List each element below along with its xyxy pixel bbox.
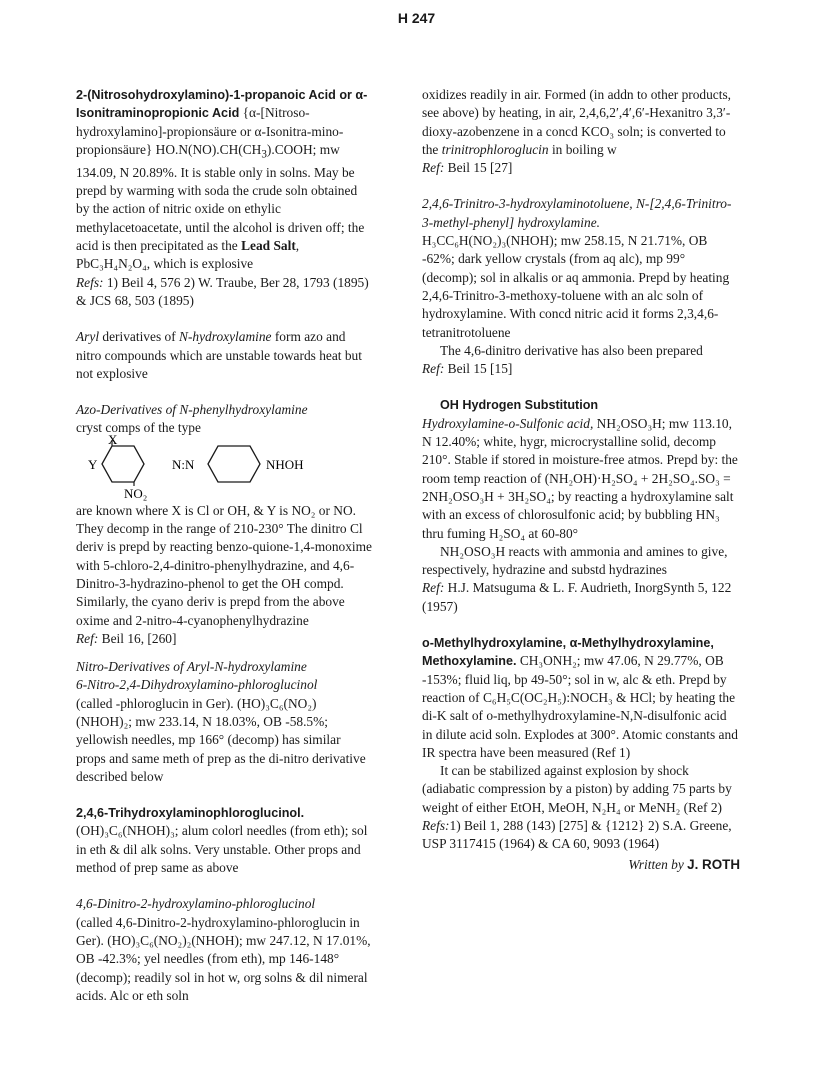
oh-sub-title: OH Hydrogen Substitution (440, 398, 599, 413)
struct-x-label: X (108, 431, 118, 447)
ref-text: H.J. Matsuguma & L. F. Audrieth, InorgSynth 5, 122 (1957) (422, 580, 732, 614)
benzene-ring-left (102, 446, 144, 482)
lead-salt-label: Lead Salt (241, 238, 296, 254)
oh-sub-ref (422, 579, 740, 616)
struct-nhoh-label: NHOH (266, 456, 304, 472)
methyl-title: o-Methylhydroxylamine, α-Methylhydroxylamine, Methoxylamine. (422, 636, 714, 669)
aryl-word: Aryl (76, 329, 100, 345)
nitro-body: (called -phloroglucin in Ger). (HO)₃C₆(NO₂)(NHOH)₂; mw 233.14, N 18.03%, OB -58.5%; yellowish needles, mp 166° (decomp) has similar props and same meth of prep as the di-nitro derivative described below (76, 695, 366, 784)
entry-title-alt: α-Isonitraminopropionic Acid (76, 88, 368, 121)
ref-label: Ref: (422, 361, 445, 377)
tnt-deriv-body: H₃CC₆H(NO₂)₃(NHOH); mw 258.15, N 21.71%, OB -62%; dark yellow crystals (from aq alc), mp 99° (decomp); sol in alkalis or aq ammonia. Prepd by heating 2,4,6-Trinitro-3-methoxy-toluene with an alc soln of hydroxylamine. With concd nitric acid it forms 2,3,4,6-tetranitrotoluene (422, 233, 730, 340)
oh-sub-text: NH₂OSO₃H; mw 113.10, N 12.40%; white, hygr, microcrystalline solid, decomp 210°. Stable if stored in moisture-free atmos. Prepd by: the room temp reaction of (NH₂OH)·H₂SO₄ + 2H₂SO₄.SO₃ = 2NH₂OSO₃H + 3H₂SO₄; by reacting a hydroxylamine salt with an excess of chlorosulfonic acid; by bubbling HN₃ thru fuming H₂SO₄ at 60-80° (422, 415, 738, 541)
tnt-deriv-title: 2,4,6-Trinitro-3-hydroxylaminotoluene, N-[2,4,6-Trinitro-3-methyl-phenyl] hydroxylamine. (422, 196, 732, 230)
ref-text: Beil 15 [15] (444, 361, 513, 377)
refs-label: Refs: (422, 817, 450, 833)
trihydroxy-title: 2,4,6-Trihydroxylaminophloroglucinol. (76, 806, 305, 821)
subscript: 3 (261, 148, 267, 161)
entry-body: ).COOH; mw 134.09, N 20.89%. It is stable only in solns. May be prepd by warming with soda the crude soln obtained by the action of nitric oxide on ethylic methylacetoacetate, until the alcohol is driven off; the acid is then precipitated as the (76, 141, 365, 254)
methyl-body2: It can be stabilized against explosion by shock (adiabatic compression by a piston) by adding 75 parts by weight of either EtOH, MeOH, N₂H₄ or MeNH₂ (Ref 2) (422, 763, 732, 815)
nitro-title: Nitro-Derivatives of Aryl-N-hydroxylamine (76, 659, 307, 675)
benzene-ring-right (208, 446, 260, 482)
struct-no2-label: NO₂ (124, 485, 148, 501)
oh-sub-body2: NH₂OSO₃H reacts with ammonia and amines to give, respectively, hydrazine and substd hydrazines (422, 543, 728, 578)
entry-body: {α-[Nitroso-hydroxylamino]-propionsäure or α-Isonitra-mino-propionsäure} HO.N(NO).CH(CH (76, 105, 344, 157)
ref-text: Beil 15 [27] (444, 160, 513, 176)
oh-sub-body (422, 415, 740, 543)
ref-label: Ref: (76, 630, 99, 646)
aryl-text: form azo and nitro compounds which are unstable towards heat but not explosive (76, 329, 362, 381)
azo-structure-svg (76, 431, 372, 501)
cont-ref (422, 159, 740, 177)
author-signature (422, 856, 740, 874)
right-column (422, 86, 740, 874)
trihydroxy-body: (OH)₃C₆(NHOH)₃; alum colorl needles (from eth); sol in eth & dil alk solns. Very unstable. Other props and method of prep same as above (76, 823, 368, 876)
refs-text: 1) Beil 4, 576 2) W. Traube, Ber 28, 1793 (1895) & JCS 68, 503 (1895) (76, 274, 369, 308)
tnt-deriv-body2: The 4,6-dinitro derivative has also been prepared (440, 342, 703, 358)
cont-body: in boiling w (548, 141, 617, 157)
aryl-nhx: N-hydroxylamine (179, 329, 272, 345)
azo-subtitle: cryst comps of the type (76, 420, 201, 436)
left-column (76, 86, 372, 1005)
struct-y-label: Y (88, 456, 98, 472)
azo-title: Azo-Derivatives of N-phenylhydroxylamine (76, 402, 308, 418)
azo-body: are known where X is Cl or OH, & Y is NO₂ or NO. They decomp in the range of 210-230° The dinitro Cl deriv is prepd by reacting benzo-quione-1,4-monoxime with 5-chloro-2,4-dinitro-phenylhydrazine, and 4,6-Dinitro-3-hydrazino-phenol to get the OH compd. Similarly, the cyano deriv is prepd from the above oxime and 2-nitro-4-cyanophenylhydrazine (76, 502, 372, 628)
tnt-deriv-ref (422, 360, 740, 378)
entry-title-or: or (335, 88, 356, 102)
author-name: J. ROTH (687, 856, 740, 872)
ref-text: Beil 16, [260] (98, 630, 177, 646)
entry-title: 2-(Nitrosohydroxylamino)-1-propanoic Acid (76, 88, 336, 102)
azo-ref (76, 630, 372, 648)
entry-body: , PbC₃H₄N₂O₄, which is explosive (76, 238, 300, 272)
continued-text (422, 86, 740, 159)
methyl-body: CH₃ONH₂; mw 47.06, N 29.77%, OB -153%; fluid liq, bp 49-50°; sol in w, alc & eth. Prepd by reaction of C₆H₅C(OC₂H₅):NOCH₃ & HCl; by heating the di-K salt of o-methylhydroxylamine-N,N-disulfonic acid in dilute acid soln. Explodes at 300°. Atomic constants and IR spectra have been measured (Ref 1) (422, 653, 738, 760)
azo-structure-diagram (76, 431, 372, 501)
entry-nitroso-propanoic-acid (76, 86, 372, 310)
nitro-subtitle: 6-Nitro-2,4-Dihydroxylamino-phloroglucinol (76, 677, 318, 693)
struct-nn-label: N:N (172, 456, 195, 472)
cont-italic: trinitrophloroglucin (441, 141, 549, 157)
dinitro-title: 4,6-Dinitro-2-hydroxylamino-phloroglucinol (76, 896, 316, 912)
aryl-intro (76, 328, 372, 383)
ref-label: Ref: (422, 160, 445, 176)
refs-text: 1) Beil 1, 288 (143) [275] & {1212} 2) S.A. Greene, USP 3117415 (1964) & CA 60, 9093 (1964) (422, 817, 732, 852)
refs-label: Refs: (76, 274, 104, 290)
aryl-text: derivatives of (99, 329, 180, 345)
methyl-entry (422, 634, 740, 762)
ref-label: Ref: (422, 580, 445, 596)
dinitro-body: (called 4,6-Dinitro-2-hydroxylamino-phloroglucin in Ger). (HO)₃C₆(NO₂)₂(NHOH); mw 247.12, N 17.01%, OB -42.3%; yel needles (from eth), mp 146-148° (decomp); readily sol in hot w, org solns & dil nimeral acids. Alc or eth soln (76, 914, 371, 1003)
oh-sub-subtitle: Hydroxylamine-o-Sulfonic acid, (422, 415, 594, 431)
methyl-refs (422, 817, 740, 854)
cont-body: oxidizes readily in air. Formed (in addn to other products, see above) by heating, in air, 2,4,6,2′,4′,6′-Hexanitro 3,3′-dioxy-azobenzene in a concd KCO₃ soln; is converted to the (422, 87, 732, 157)
page-number-header: H 247 (397, 10, 436, 26)
author-prefix: Written by (628, 856, 684, 872)
